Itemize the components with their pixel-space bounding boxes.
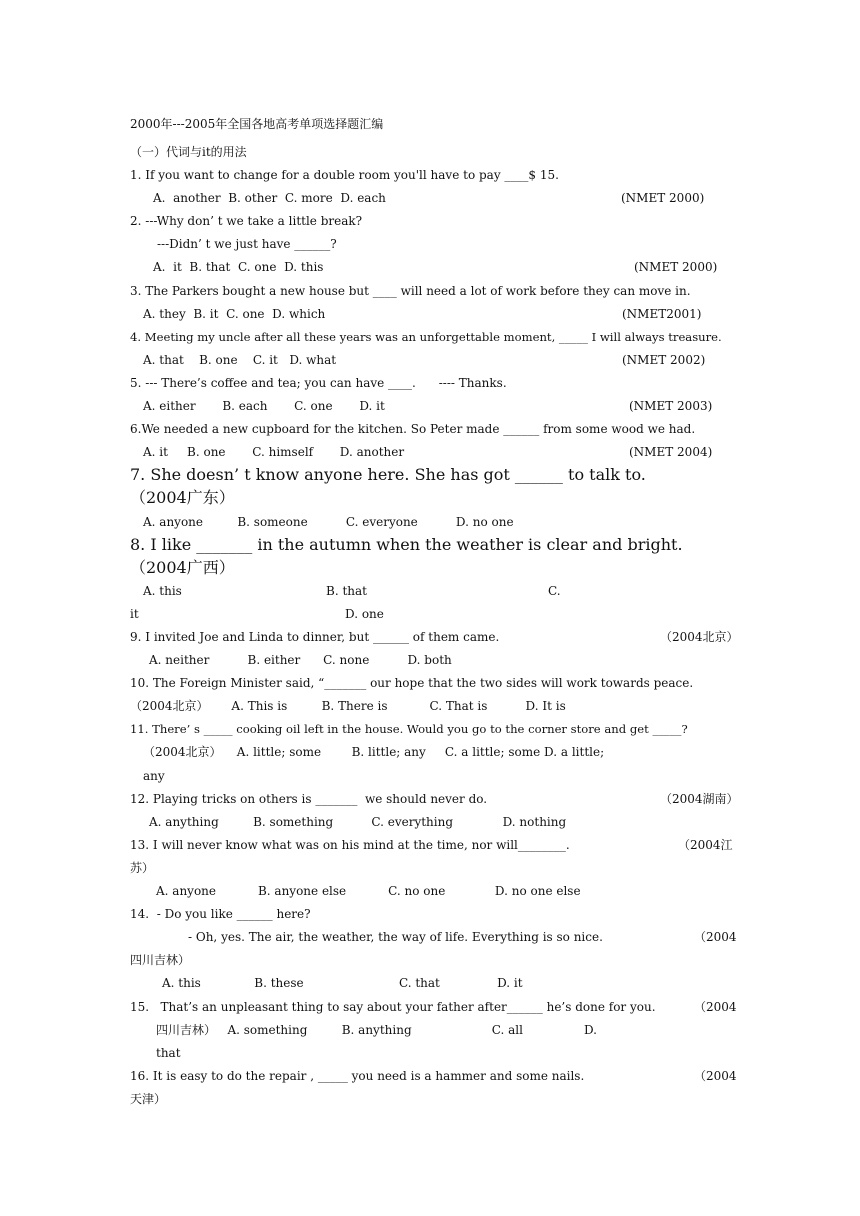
question-8-option-d: D. one bbox=[345, 607, 384, 621]
question-2-line-2: ---Didn’ t we just have ______? bbox=[157, 237, 337, 251]
question-8-option-b: B. that bbox=[326, 584, 367, 598]
question-9-source: （2004北京） bbox=[660, 630, 739, 644]
question-12: 12. Playing tricks on others is _______ we should never do. bbox=[130, 792, 488, 806]
question-6-source: (NMET 2004) bbox=[629, 445, 713, 459]
question-1-options: A. another B. other C. more D. each bbox=[153, 191, 386, 205]
question-8: 8. I like _______ in the autumn when the weather is clear and bright. bbox=[130, 535, 683, 554]
section-heading: （一）代词与it的用法 bbox=[130, 145, 247, 159]
question-14-line-2: - Oh, yes. The air, the weather, the way of life. Everything is so nice. bbox=[188, 930, 603, 944]
question-10: 10. The Foreign Minister said, “_______ our hope that the two sides will work towards peace. bbox=[130, 676, 694, 690]
question-14-options: A. this B. these C. that D. it bbox=[162, 976, 523, 990]
question-13: 13. I will never know what was on his mind at the time, nor will________. bbox=[130, 838, 570, 852]
question-15: 15. That’s an unpleasant thing to say about your father after______ he’s done for you. bbox=[130, 1000, 656, 1014]
question-14: 14. - Do you like ______ here? bbox=[130, 907, 311, 921]
question-12-options: A. anything B. something C. everything D. nothing bbox=[149, 815, 567, 829]
question-15-source: （2004 bbox=[694, 1000, 737, 1014]
question-11: 11. There’ s _____ cooking oil left in the house. Would you go to the corner store and get _____? bbox=[130, 722, 688, 736]
question-7-options: A. anyone B. someone C. everyone D. no one bbox=[143, 515, 514, 529]
question-12-source: （2004湖南） bbox=[660, 792, 739, 806]
question-5-source: (NMET 2003) bbox=[629, 399, 713, 413]
question-11-options-cont: any bbox=[143, 769, 165, 783]
question-7-source: （2004广东） bbox=[130, 488, 235, 507]
question-5: 5. --- There’s coffee and tea; you can have ____. ---- Thanks. bbox=[130, 376, 507, 390]
question-9-options: A. neither B. either C. none D. both bbox=[149, 653, 452, 667]
question-8-option-c: C. bbox=[548, 584, 561, 598]
question-3-options: A. they B. it C. one D. which bbox=[143, 307, 326, 321]
question-4-options: A. that B. one C. it D. what bbox=[143, 353, 337, 367]
question-2: 2. ---Why don’ t we take a little break? bbox=[130, 214, 363, 228]
question-7: 7. She doesn’ t know anyone here. She has got ______ to talk to. bbox=[130, 465, 646, 484]
question-1: 1. If you want to change for a double room you'll have to pay ____$ 15. bbox=[130, 168, 559, 182]
question-2-options: A. it B. that C. one D. this bbox=[153, 260, 324, 274]
question-3: 3. The Parkers bought a new house but ____ will need a lot of work before they can move in. bbox=[130, 284, 691, 298]
question-1-source: (NMET 2000) bbox=[621, 191, 705, 205]
question-3-source: (NMET2001) bbox=[622, 307, 702, 321]
question-14-source-cont: 四川吉林） bbox=[130, 953, 191, 967]
document-title: 2000年---2005年全国各地高考单项选择题汇编 bbox=[130, 117, 384, 131]
question-13-source: （2004江 bbox=[678, 838, 733, 852]
question-9: 9. I invited Joe and Linda to dinner, but ______ of them came. bbox=[130, 630, 500, 644]
question-4-source: (NMET 2002) bbox=[622, 353, 706, 367]
question-16-source: （2004 bbox=[694, 1069, 737, 1083]
question-16: 16. It is easy to do the repair , _____ you need is a hammer and some nails. bbox=[130, 1069, 585, 1083]
question-15-options: 四川吉林） A. something B. anything C. all D. bbox=[156, 1023, 597, 1037]
question-2-source: (NMET 2000) bbox=[634, 260, 718, 274]
question-4: 4. Meeting my uncle after all these years was an unforgettable moment, _____ I will always treasure. bbox=[130, 330, 722, 344]
question-8-option-a: A. this bbox=[143, 584, 182, 598]
question-13-source-cont: 苏） bbox=[130, 861, 155, 875]
question-15-options-cont: that bbox=[156, 1046, 181, 1060]
question-5-options: A. either B. each C. one D. it bbox=[143, 399, 385, 413]
question-10-options: （2004北京） A. This is B. There is C. That is D. It is bbox=[130, 699, 566, 713]
question-8-source: （2004广西） bbox=[130, 558, 235, 577]
question-13-options: A. anyone B. anyone else C. no one D. no one else bbox=[156, 884, 581, 898]
question-6-options: A. it B. one C. himself D. another bbox=[143, 445, 405, 459]
question-16-source-cont: 天津） bbox=[130, 1092, 167, 1106]
question-8-option-c-text: it bbox=[130, 607, 139, 621]
question-14-source: （2004 bbox=[694, 930, 737, 944]
question-6: 6.We needed a new cupboard for the kitchen. So Peter made ______ from some wood we had. bbox=[130, 422, 696, 436]
question-11-options: （2004北京） A. little; some B. little; any C. a little; some D. a little; bbox=[143, 745, 605, 759]
